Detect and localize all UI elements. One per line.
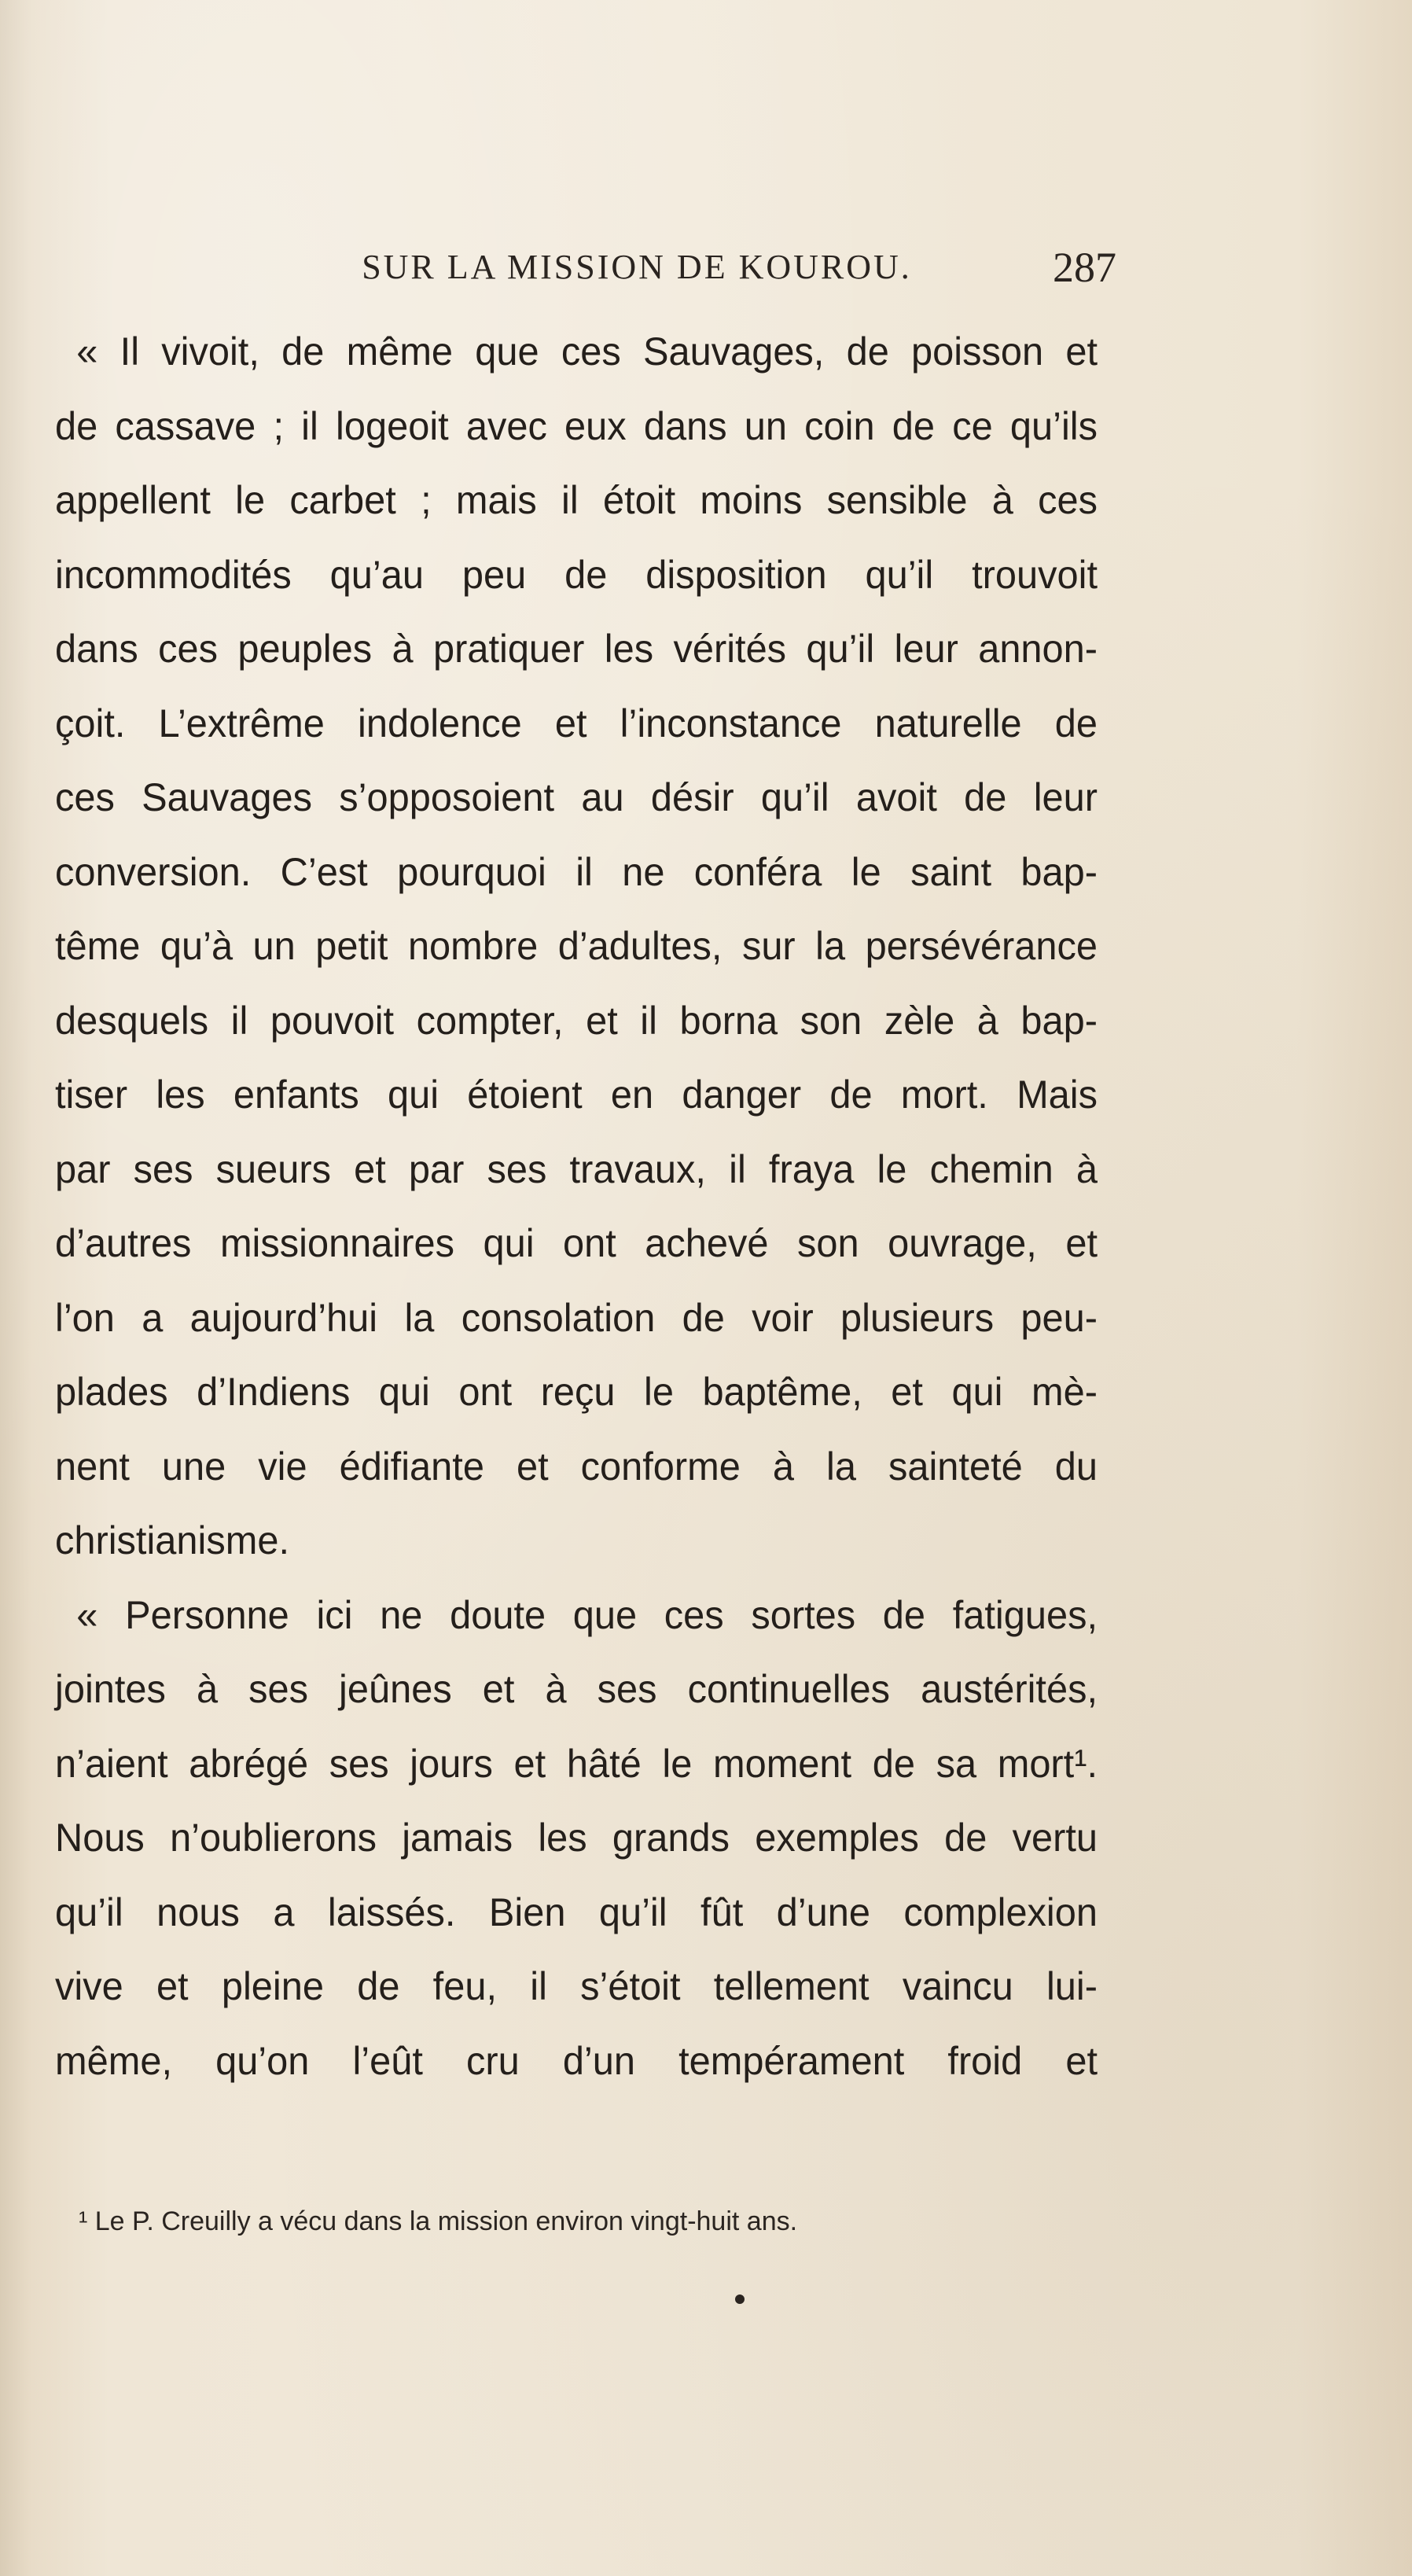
text-line: l’on a aujourd’hui la consolation de voir plusieurs peu- [55, 1295, 1098, 1340]
page-header [283, 236, 1116, 299]
body-text [55, 315, 1098, 2098]
text-line: çoit. L’extrême indolence et l’inconstance naturelle de [55, 701, 1098, 745]
text-line: qu’il nous a laissés. Bien qu’il fût d’une complexion [55, 1890, 1098, 1934]
text-line: nent une vie édifiante et conforme à la sainteté du [55, 1444, 1098, 1489]
text-line: desquels il pouvoit compter, et il borna son zèle à bap- [55, 998, 1098, 1043]
page-number: 287 [1053, 244, 1116, 291]
text-line: « Il vivoit, de même que ces Sauvages, de poisson et [76, 329, 1098, 374]
text-line: dans ces peuples à pratiquer les vérités qu’il leur annon- [55, 627, 1098, 671]
text-line: Nous n’oublierons jamais les grands exemples de vertu [55, 1816, 1098, 1860]
text-line: appellent le carbet ; mais il étoit moins sensible à ces [55, 478, 1098, 522]
text-line: n’aient abrégé ses jours et hâté le moment de sa mort¹. [55, 1741, 1098, 1786]
text-line: « Personne ici ne doute que ces sortes de fatigues, [76, 1592, 1098, 1637]
text-line: incommodités qu’au peu de disposition qu’il trouvoit [55, 552, 1098, 597]
text-line: même, qu’on l’eût cru d’un tempérament froid et [55, 2038, 1098, 2083]
text-line: plades d’Indiens qui ont reçu le baptême, et qui mè- [55, 1370, 1098, 1414]
text-line: d’autres missionnaires qui ont achevé son ouvrage, et [55, 1221, 1098, 1265]
text-line: conversion. C’est pourquoi il ne conféra le saint bap- [55, 849, 1098, 894]
text-line: ces Sauvages s’opposoient au désir qu’il avoit de leur [55, 775, 1098, 819]
text-line: tême qu’à un petit nombre d’adultes, sur la persévérance [55, 924, 1098, 968]
footnote: ¹ Le P. Creuilly a vécu dans la mission environ vingt-huit ans. [79, 2206, 798, 2236]
text-line: vive et pleine de feu, il s’étoit tellement vaincu lui- [55, 1964, 1098, 2008]
text-line: par ses sueurs et par ses travaux, il fraya le chemin à [55, 1146, 1098, 1191]
running-title: SUR LA MISSION DE KOUROU. [362, 248, 912, 286]
text-line: de cassave ; il logeoit avec eux dans un coin de ce qu’ils [55, 403, 1098, 448]
text-line: tiser les enfants qui étoient en danger de mort. Mais [55, 1073, 1098, 1117]
printer-mark [735, 2294, 745, 2304]
text-line: jointes à ses jeûnes et à ses continuelles austérités, [55, 1667, 1098, 1711]
text-line: christianisme. [55, 1518, 289, 1562]
